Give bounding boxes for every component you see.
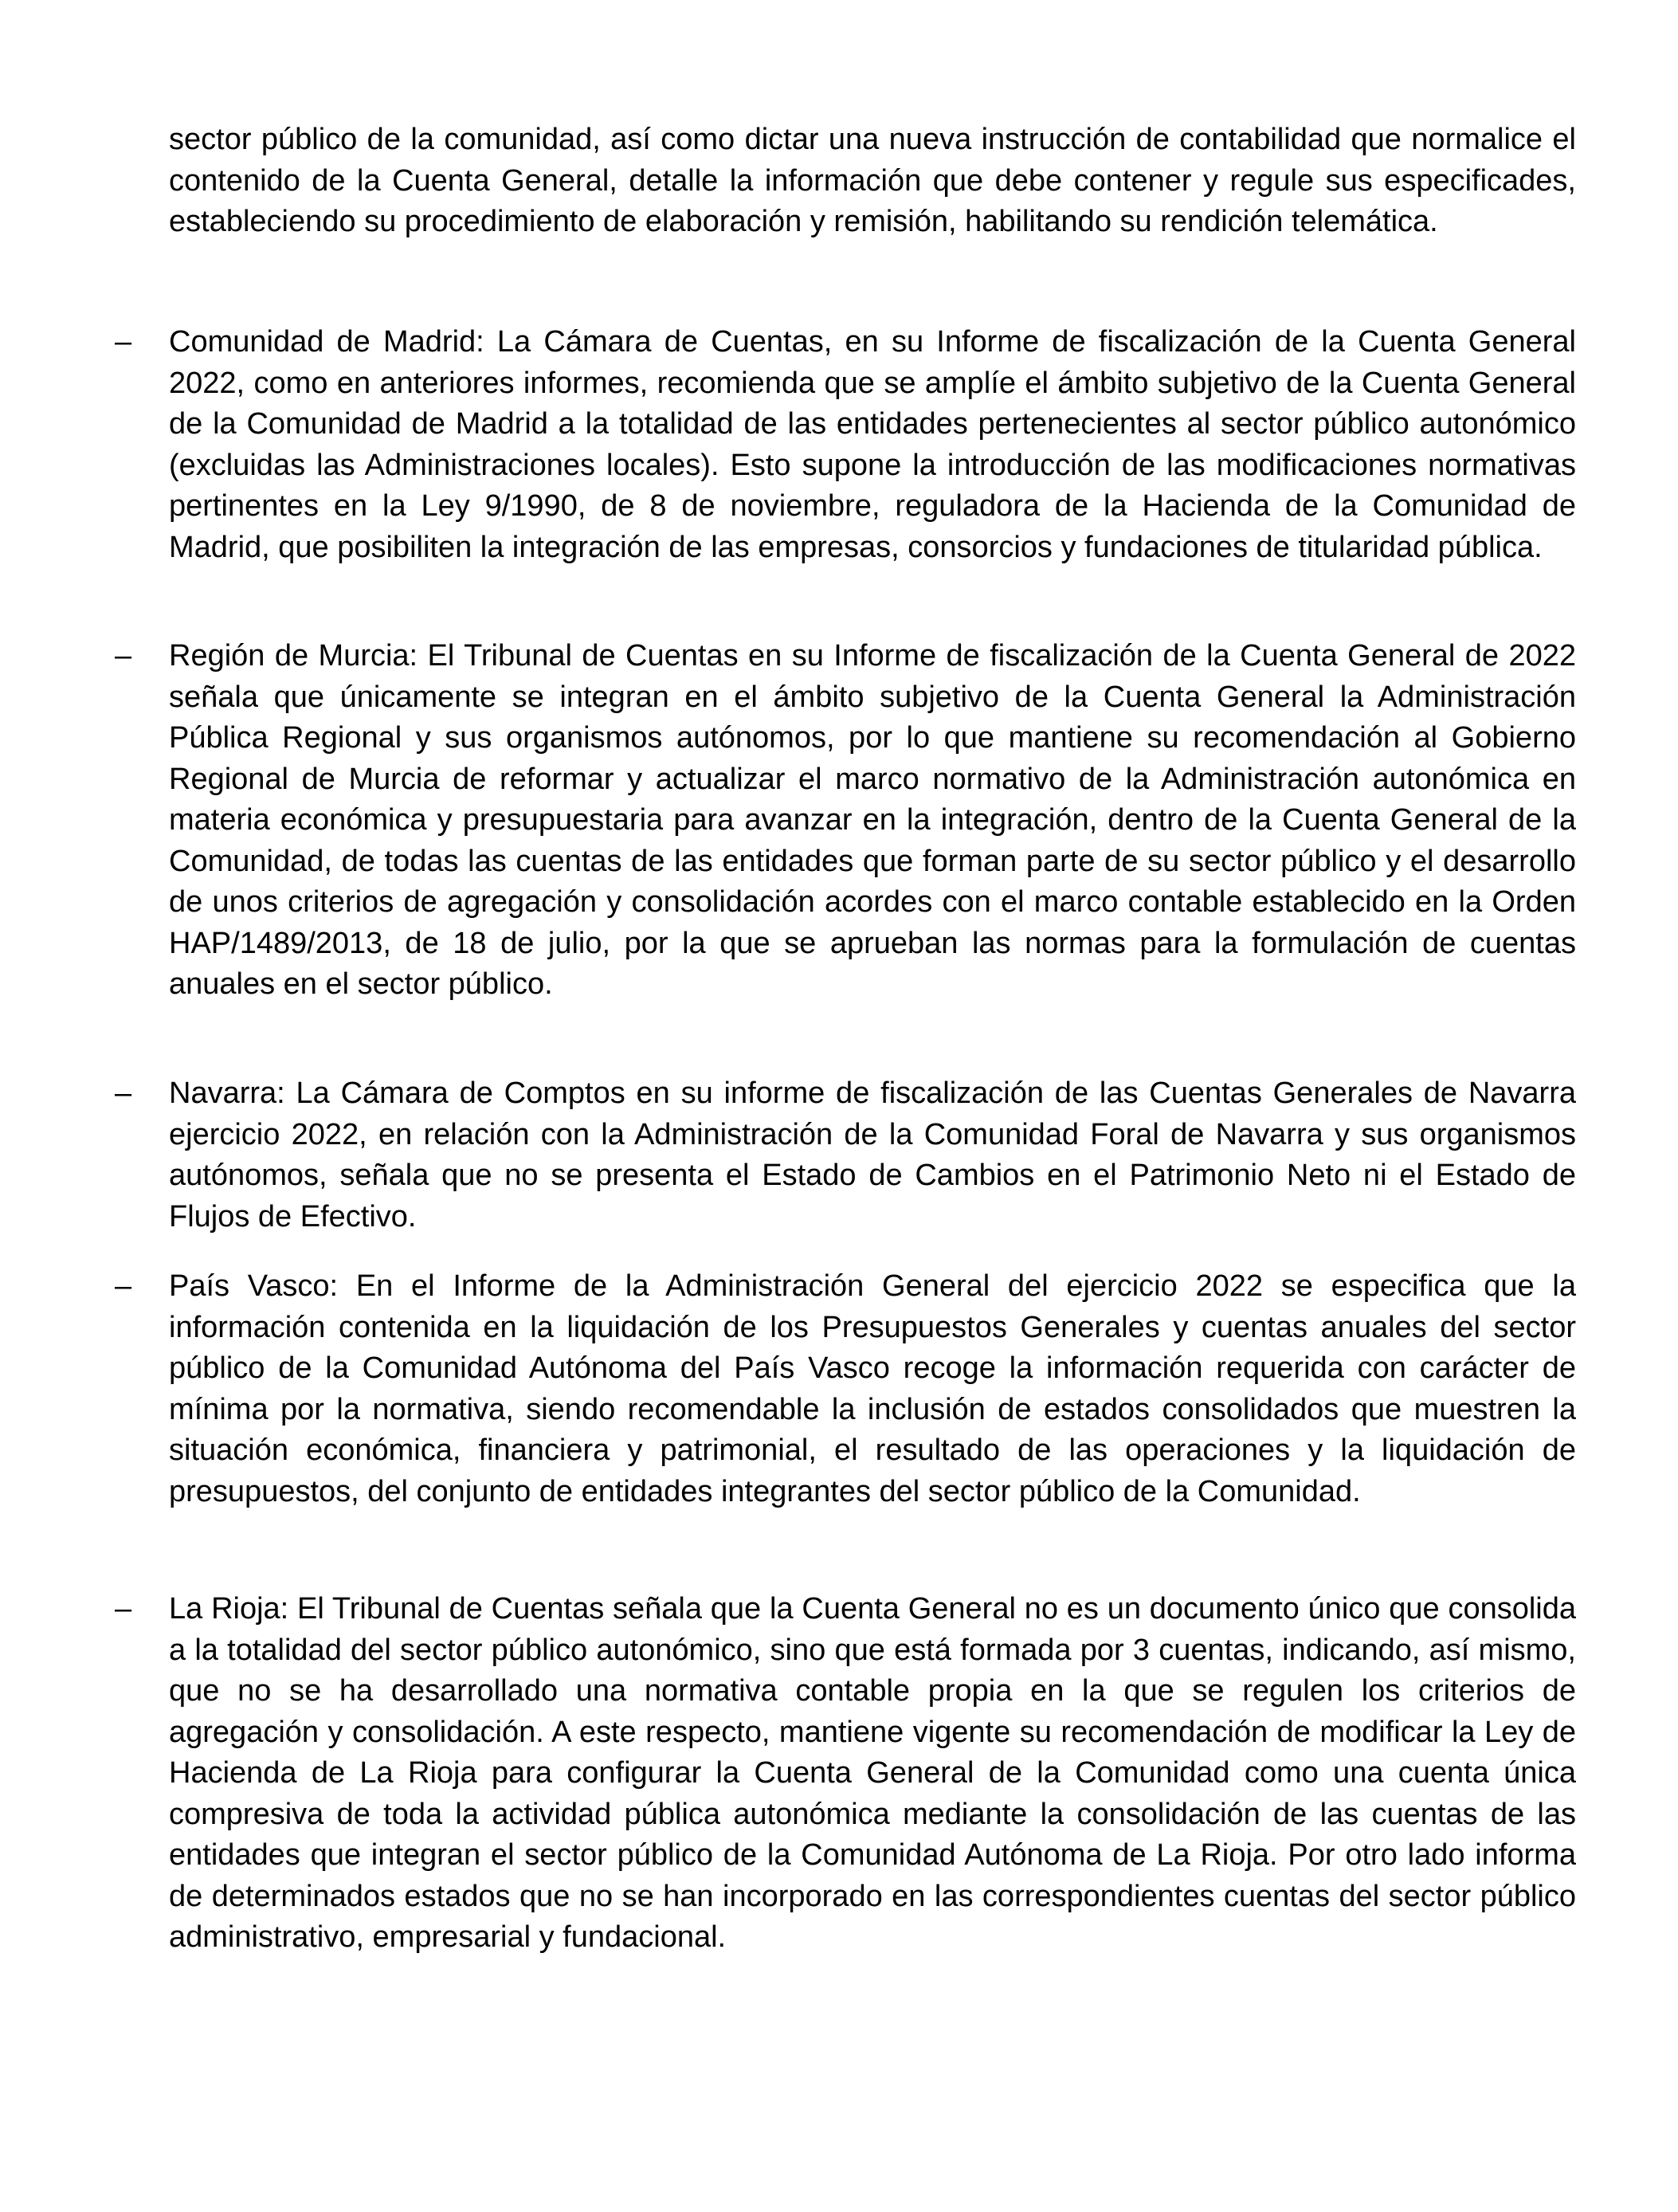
list-item-murcia: Región de Murcia: El Tribunal de Cuentas en su Informe de fiscalización de la Cuenta General de 2022 señala que únicamente se integran en el ámbito subjetivo de la Cuenta General la Administración Pública Regional y sus organismos autónomos, por lo que mantiene su recomendación al Gobierno Regional de Murcia de reformar y actualizar el marco normativo de la Administración autonómica en materia económica y presupuestaria para avanzar en la integración, dentro de la Cuenta General de la Comunidad, de todas las cuentas de las entidades que forman parte de su sector público y el desarrollo de unos criterios de agregación y consolidación acordes con el marco contable establecido en la Orden HAP/1489/2013, de 18 de julio, por la que se aprueban las normas para la formulación de cuentas anuales en el sector público. bbox=[169, 639, 1576, 1001]
intro-paragraph: sector público de la comunidad, así como dictar una nueva instrucción de contabilidad que normalice el contenido de la Cuenta General, detalle la información que debe contener y regule sus especificades, estableciendo su procedimiento de elaboración y remisión, habilitando su rendición telemática. bbox=[169, 123, 1576, 238]
bullet-dash: – bbox=[115, 1077, 132, 1110]
list-item-navarra: Navarra: La Cámara de Comptos en su informe de fiscalización de las Cuentas Generales de Navarra ejercicio 2022, en relación con la Administración de la Comunidad Foral de Navarra y sus organismos autónomos, señala que no se presenta el Estado de Cambios en el Patrimonio Neto ni el Estado de Flujos de Efectivo. bbox=[169, 1077, 1576, 1233]
bullet-dash: – bbox=[115, 325, 132, 359]
bullet-dash: – bbox=[115, 1269, 132, 1303]
list-item-madrid: Comunidad de Madrid: La Cámara de Cuentas, en su Informe de fiscalización de la Cuenta General 2022, como en anteriores informes, recomienda que se amplíe el ámbito subjetivo de la Cuenta General de la Comunidad de Madrid a la totalidad de las entidades pertenecientes al sector público autonómico (excluidas las Administraciones locales). Esto supone la introducción de las modificaciones normativas pertinentes en la Ley 9/1990, de 8 de noviembre, reguladora de la Hacienda de la Comunidad de Madrid, que posibiliten la integración de las empresas, consorcios y fundaciones de titularidad pública. bbox=[169, 325, 1576, 564]
bullet-dash: – bbox=[115, 1592, 132, 1626]
list-item-la-rioja: La Rioja: El Tribunal de Cuentas señala que la Cuenta General no es un documento único que consolida a la totalidad del sector público autonómico, sino que está formada por 3 cuentas, indicando, así mismo, que no se ha desarrollado una normativa contable propia en la que se regulen los criterios de agregación y consolidación. A este respecto, mantiene vigente su recomendación de modificar la Ley de Hacienda de La Rioja para configurar la Cuenta General de la Comunidad como una cuenta única compresiva de toda la actividad pública autonómica mediante la consolidación de las cuentas de las entidades que integran el sector público de la Comunidad Autónoma de La Rioja. Por otro lado informa de determinados estados que no se han incorporado en las correspondientes cuentas del sector público administrativo, empresarial y fundacional. bbox=[169, 1592, 1576, 1954]
list-item-pais-vasco: País Vasco: En el Informe de la Administración General del ejercicio 2022 se especifica que la información contenida en la liquidación de los Presupuestos Generales y cuentas anuales del sector público de la Comunidad Autónoma del País Vasco recoge la información requerida con carácter de mínima por la normativa, siendo recomendable la inclusión de estados consolidados que muestren la situación económica, financiera y patrimonial, el resultado de las operaciones y la liquidación de presupuestos, del conjunto de entidades integrantes del sector público de la Comunidad. bbox=[169, 1269, 1576, 1508]
bullet-dash: – bbox=[115, 639, 132, 673]
